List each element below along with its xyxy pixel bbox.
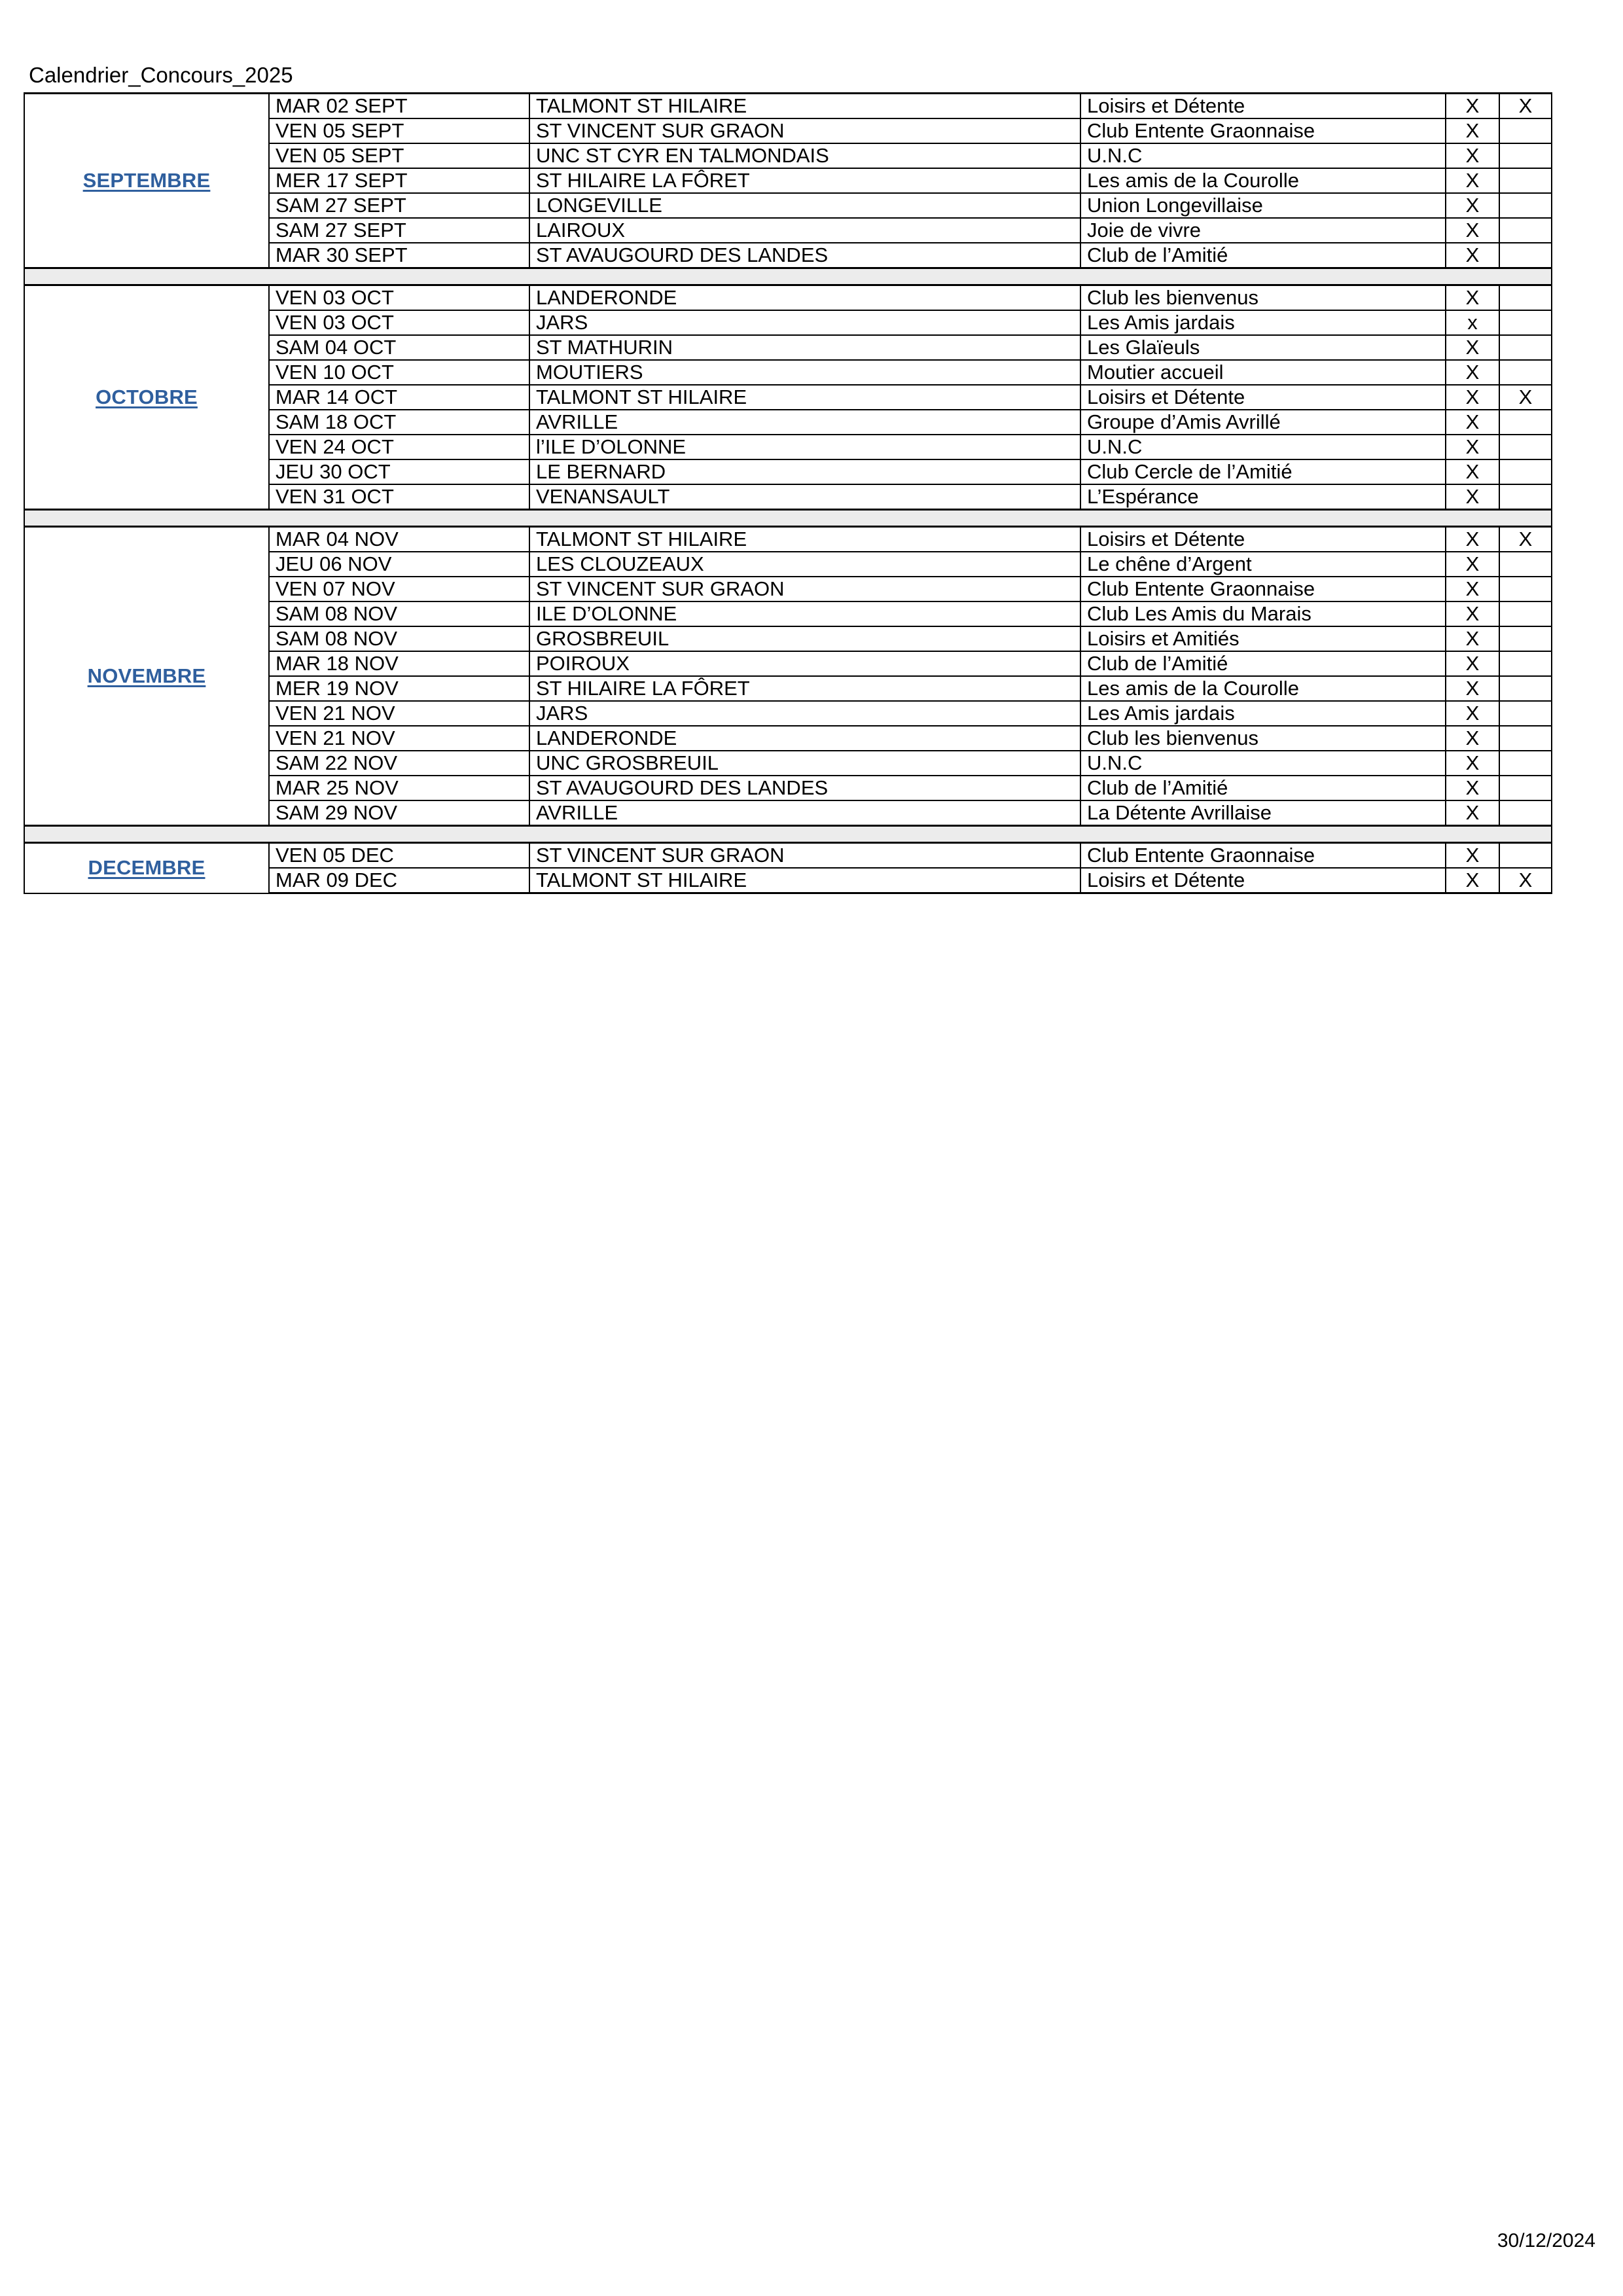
cell-club-value: U.N.C (1080, 751, 1446, 776)
cell-date-value: MAR 25 NOV (269, 776, 529, 800)
cell-date-value: SAM 22 NOV (269, 751, 529, 776)
cell-mark-2 (1499, 577, 1552, 601)
cell-mark-1: x (1446, 310, 1499, 335)
cell-date-value: VEN 05 DEC (269, 843, 529, 869)
cell-club-value: Les Amis jardais (1080, 701, 1446, 726)
month-label[interactable]: SEPTEMBRE (82, 169, 211, 192)
month-label[interactable]: OCTOBRE (96, 386, 198, 408)
cell-city-value: TALMONT ST HILAIRE (529, 385, 1080, 410)
cell-mark-1: X (1446, 335, 1499, 360)
cell-mark-1: X (1446, 527, 1499, 552)
cell-mark-1: X (1446, 800, 1499, 826)
cell-mark-2 (1499, 243, 1552, 268)
cell-city-value: JARS (529, 310, 1080, 335)
month-cell (24, 843, 269, 893)
cell-city-value: TALMONT ST HILAIRE (529, 868, 1080, 893)
cell-club-value: Club Entente Graonnaise (1080, 118, 1446, 143)
cell-date-value: VEN 21 NOV (269, 701, 529, 726)
cell-date-value: SAM 27 SEPT (269, 218, 529, 243)
cell-city-value: ST VINCENT SUR GRAON (529, 843, 1080, 869)
month-cell (24, 527, 269, 826)
cell-mark-1: X (1446, 701, 1499, 726)
cell-mark-1: X (1446, 726, 1499, 751)
cell-mark-1: X (1446, 776, 1499, 800)
cell-mark-1: X (1446, 676, 1499, 701)
cell-date-value: SAM 04 OCT (269, 335, 529, 360)
cell-club-value: Club de l’Amitié (1080, 651, 1446, 676)
cell-date-value: VEN 24 OCT (269, 435, 529, 459)
cell-club-value: Club Entente Graonnaise (1080, 843, 1446, 869)
table-row (24, 843, 1552, 869)
cell-date-value: SAM 18 OCT (269, 410, 529, 435)
cell-mark-1: X (1446, 552, 1499, 577)
cell-club-value: U.N.C (1080, 143, 1446, 168)
cell-mark-1: X (1446, 218, 1499, 243)
cell-date-value: MAR 18 NOV (269, 651, 529, 676)
cell-city-value: AVRILLE (529, 800, 1080, 826)
month-cell (24, 285, 269, 510)
cell-city-value: ST VINCENT SUR GRAON (529, 577, 1080, 601)
cell-mark-2 (1499, 651, 1552, 676)
cell-club-value: Moutier accueil (1080, 360, 1446, 385)
cell-club-value: Les Glaïeuls (1080, 335, 1446, 360)
cell-mark-1: X (1446, 285, 1499, 311)
cell-club-value: L’Espérance (1080, 484, 1446, 510)
cell-date-value: JEU 06 NOV (269, 552, 529, 577)
cell-city-value: JARS (529, 701, 1080, 726)
cell-date-value: MAR 04 NOV (269, 527, 529, 552)
cell-city-value: LAIROUX (529, 218, 1080, 243)
cell-mark-1: X (1446, 410, 1499, 435)
month-block-separator-cell (24, 826, 1552, 843)
cell-date-value: MER 19 NOV (269, 676, 529, 701)
month-block-separator (24, 826, 1552, 843)
cell-city-value: ST HILAIRE LA FÔRET (529, 676, 1080, 701)
month-cell (24, 94, 269, 268)
cell-mark-2 (1499, 193, 1552, 218)
cell-club-value: Loisirs et Détente (1080, 527, 1446, 552)
cell-mark-2 (1499, 626, 1552, 651)
cell-mark-1: X (1446, 435, 1499, 459)
cell-mark-1: X (1446, 626, 1499, 651)
cell-mark-2 (1499, 701, 1552, 726)
cell-city-value: ILE D’OLONNE (529, 601, 1080, 626)
cell-date-value: VEN 07 NOV (269, 577, 529, 601)
cell-mark-2: X (1499, 385, 1552, 410)
cell-mark-1: X (1446, 577, 1499, 601)
cell-mark-2 (1499, 410, 1552, 435)
cell-city-value: LES CLOUZEAUX (529, 552, 1080, 577)
cell-mark-2 (1499, 459, 1552, 484)
cell-mark-1: X (1446, 94, 1499, 119)
cell-mark-2 (1499, 776, 1552, 800)
competition-calendar-table (24, 92, 1552, 894)
cell-mark-1: X (1446, 168, 1499, 193)
cell-city-value: TALMONT ST HILAIRE (529, 94, 1080, 119)
cell-club-value: Loisirs et Détente (1080, 868, 1446, 893)
cell-city-value: VENANSAULT (529, 484, 1080, 510)
table-row (24, 527, 1552, 552)
cell-mark-2 (1499, 118, 1552, 143)
cell-mark-2 (1499, 143, 1552, 168)
cell-club-value: Loisirs et Détente (1080, 385, 1446, 410)
cell-mark-1: X (1446, 459, 1499, 484)
month-block-separator-cell (24, 510, 1552, 527)
month-label[interactable]: DECEMBRE (88, 856, 205, 880)
cell-mark-2: X (1499, 868, 1552, 893)
cell-club-value: Club Entente Graonnaise (1080, 577, 1446, 601)
cell-mark-1: X (1446, 751, 1499, 776)
cell-date-value: SAM 08 NOV (269, 626, 529, 651)
cell-mark-2 (1499, 601, 1552, 626)
cell-date-value: VEN 05 SEPT (269, 118, 529, 143)
cell-club-value: Les Amis jardais (1080, 310, 1446, 335)
cell-mark-1: X (1446, 484, 1499, 510)
cell-mark-2 (1499, 843, 1552, 869)
cell-club-value: Les amis de la Courolle (1080, 676, 1446, 701)
cell-mark-1: X (1446, 385, 1499, 410)
cell-mark-2: X (1499, 527, 1552, 552)
cell-mark-2 (1499, 285, 1552, 311)
cell-date-value: VEN 10 OCT (269, 360, 529, 385)
cell-city-value: UNC GROSBREUIL (529, 751, 1080, 776)
cell-city-value: POIROUX (529, 651, 1080, 676)
cell-city-value: ST VINCENT SUR GRAON (529, 118, 1080, 143)
cell-mark-1: X (1446, 360, 1499, 385)
cell-mark-2 (1499, 800, 1552, 826)
footer-date: 30/12/2024 (1497, 2230, 1596, 2251)
cell-city-value: l’ILE D’OLONNE (529, 435, 1080, 459)
cell-club-value: Club de l’Amitié (1080, 776, 1446, 800)
cell-city-value: LANDERONDE (529, 285, 1080, 311)
cell-city-value: LANDERONDE (529, 726, 1080, 751)
cell-city-value: ST MATHURIN (529, 335, 1080, 360)
cell-club-value: Groupe d’Amis Avrillé (1080, 410, 1446, 435)
cell-mark-2 (1499, 168, 1552, 193)
cell-date-value: MER 17 SEPT (269, 168, 529, 193)
cell-date-value: MAR 09 DEC (269, 868, 529, 893)
cell-mark-2 (1499, 751, 1552, 776)
cell-city-value: GROSBREUIL (529, 626, 1080, 651)
cell-city-value: LONGEVILLE (529, 193, 1080, 218)
cell-club-value: U.N.C (1080, 435, 1446, 459)
cell-mark-1: X (1446, 143, 1499, 168)
cell-club-value: Club de l’Amitié (1080, 243, 1446, 268)
cell-date-value: MAR 02 SEPT (269, 94, 529, 119)
cell-mark-2 (1499, 360, 1552, 385)
cell-club-value: Club les bienvenus (1080, 285, 1446, 311)
cell-date-value: VEN 03 OCT (269, 310, 529, 335)
cell-mark-1: X (1446, 243, 1499, 268)
cell-city-value: ST AVAUGOURD DES LANDES (529, 243, 1080, 268)
cell-date-value: MAR 14 OCT (269, 385, 529, 410)
month-block-separator (24, 268, 1552, 285)
cell-city-value: ST AVAUGOURD DES LANDES (529, 776, 1080, 800)
cell-date-value: VEN 31 OCT (269, 484, 529, 510)
cell-mark-2 (1499, 218, 1552, 243)
cell-mark-1: X (1446, 843, 1499, 869)
cell-mark-2 (1499, 310, 1552, 335)
cell-city-value: LE BERNARD (529, 459, 1080, 484)
cell-club-value: Joie de vivre (1080, 218, 1446, 243)
cell-mark-2 (1499, 335, 1552, 360)
cell-mark-2 (1499, 676, 1552, 701)
cell-date-value: SAM 08 NOV (269, 601, 529, 626)
cell-city-value: TALMONT ST HILAIRE (529, 527, 1080, 552)
document-title: Calendrier_Concours_2025 (29, 63, 293, 87)
cell-date-value: VEN 03 OCT (269, 285, 529, 311)
cell-mark-1: X (1446, 868, 1499, 893)
cell-club-value: Club Les Amis du Marais (1080, 601, 1446, 626)
cell-date-value: SAM 27 SEPT (269, 193, 529, 218)
cell-date-value: MAR 30 SEPT (269, 243, 529, 268)
cell-mark-2 (1499, 484, 1552, 510)
cell-club-value: Loisirs et Détente (1080, 94, 1446, 119)
cell-club-value: Union Longevillaise (1080, 193, 1446, 218)
cell-mark-1: X (1446, 118, 1499, 143)
cell-club-value: Le chêne d’Argent (1080, 552, 1446, 577)
cell-date-value: SAM 29 NOV (269, 800, 529, 826)
cell-city-value: MOUTIERS (529, 360, 1080, 385)
table-row (24, 94, 1552, 119)
cell-club-value: Club les bienvenus (1080, 726, 1446, 751)
month-block-separator (24, 510, 1552, 527)
cell-date-value: JEU 30 OCT (269, 459, 529, 484)
cell-city-value: UNC ST CYR EN TALMONDAIS (529, 143, 1080, 168)
month-label[interactable]: NOVEMBRE (87, 664, 206, 687)
cell-date-value: VEN 05 SEPT (269, 143, 529, 168)
cell-club-value: La Détente Avrillaise (1080, 800, 1446, 826)
cell-mark-1: X (1446, 651, 1499, 676)
cell-mark-2 (1499, 435, 1552, 459)
cell-mark-1: X (1446, 193, 1499, 218)
cell-mark-1: X (1446, 601, 1499, 626)
cell-city-value: AVRILLE (529, 410, 1080, 435)
cell-club-value: Club Cercle de l’Amitié (1080, 459, 1446, 484)
cell-city-value: ST HILAIRE LA FÔRET (529, 168, 1080, 193)
cell-club-value: Les amis de la Courolle (1080, 168, 1446, 193)
month-block-separator-cell (24, 268, 1552, 285)
cell-date-value: VEN 21 NOV (269, 726, 529, 751)
cell-mark-2 (1499, 552, 1552, 577)
cell-mark-2: X (1499, 94, 1552, 119)
table-row (24, 285, 1552, 311)
cell-club-value: Loisirs et Amitiés (1080, 626, 1446, 651)
cell-mark-2 (1499, 726, 1552, 751)
